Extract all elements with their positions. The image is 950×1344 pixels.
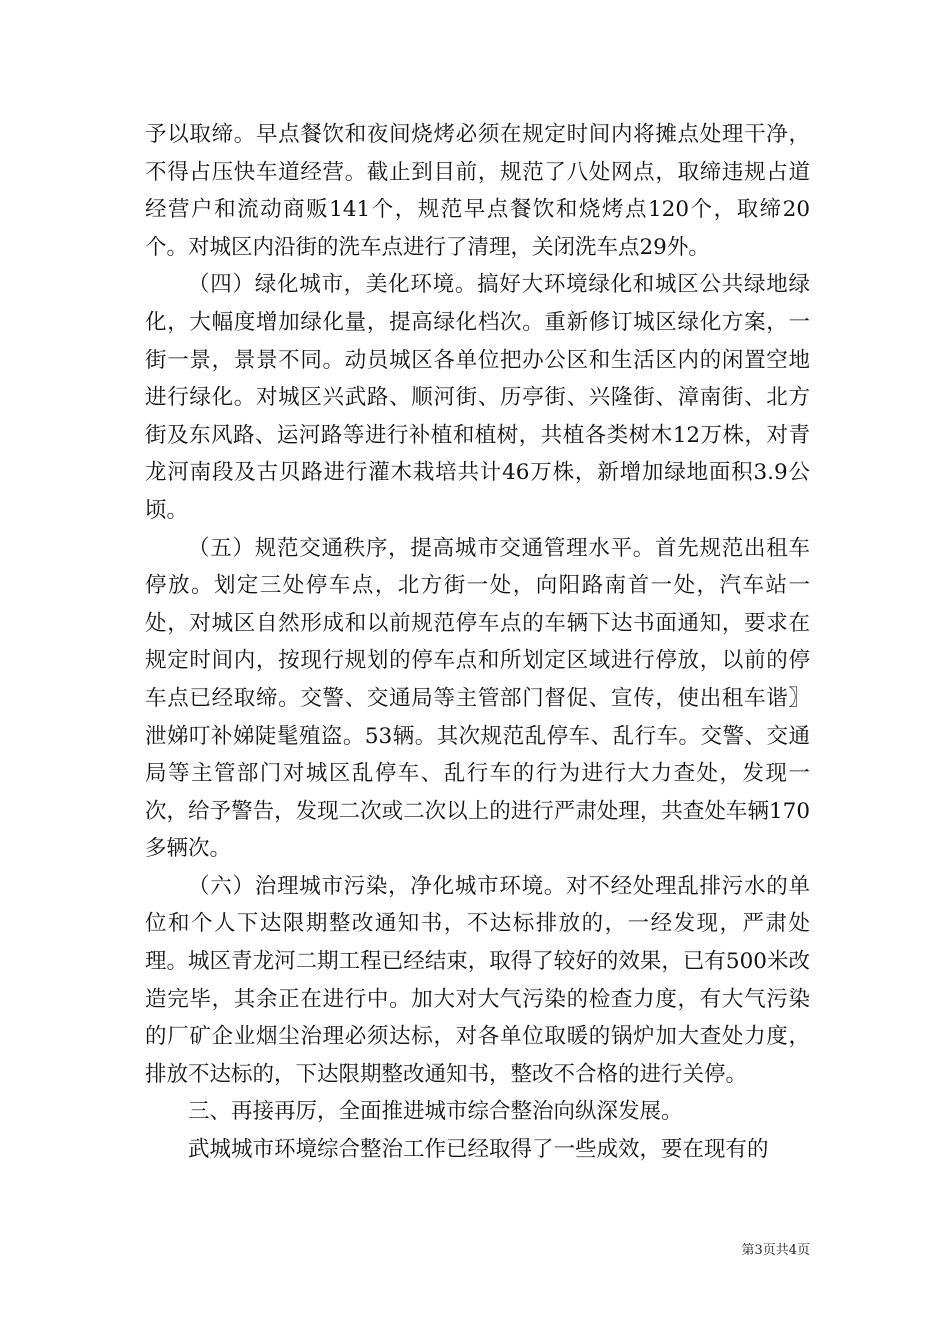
page-number: 第3页共4页 bbox=[741, 1243, 810, 1258]
paragraph-pollution: （六）治理城市污染，净化城市环境。对不经处理乱排污水的单位和个人下达限期整改通知书，不达标排放的，一经发现，严肃处理。城区青龙河二期工程已经结束，取得了较好的效果，已有500米改造完毕，其余正在进行中。加大对大气污染的检查力度，有大气污染的厂矿企业烟尘治理必须达标，对各单位取暖的锅炉加大查处力度，排放不达标的，下达限期整改通知书，整改不合格的进行关停。 bbox=[145, 873, 810, 1087]
document-body bbox=[145, 116, 810, 1169]
section-heading-three: 三、再接再厉，全面推进城市综合整治向纵深发展。 bbox=[188, 1099, 683, 1125]
paragraph-summary: 武城城市环境综合整治工作已经取得了一些成效，要在现有的 bbox=[188, 1137, 769, 1163]
paragraph-continuation: 予以取缔。早点餐饮和夜间烧烤必须在规定时间内将摊点处理干净，不得占压快车道经营。截止到目前，规范了八处网点，取缔违规占道经营户和流动商贩141个，规范早点餐饮和烧烤点120个，取缔20个。对城区内沿街的洗车点进行了清理，关闭洗车点29外。 bbox=[145, 122, 810, 260]
paragraph-greening: （四）绿化城市，美化环境。搞好大环境绿化和城区公共绿地绿化，大幅度增加绿化量，提高绿化档次。重新修订城区绿化方案，一街一景，景景不同。动员城区各单位把办公区和生活区内的闲置空地进行绿化。对城区兴武路、顺河街、历亭街、兴隆街、漳南街、北方街及东风路、运河路等进行补植和植树，共植各类树木12万株，对青龙河南段及古贝路进行灌木栽培共计46万株，新增加绿地面积3.9公顷。 bbox=[145, 272, 810, 523]
paragraph-traffic: （五）规范交通秩序，提高城市交通管理水平。首先规范出租车停放。划定三处停车点，北方街一处，向阳路南首一处，汽车站一处，对城区自然形成和以前规范停车点的车辆下达书面通知，要求在规定时间内，按现行规划的停车点和所划定区域进行停放，以前的停车点已经取缔。交警、交通局等主管部门督促、宣传，使出租车谐〗泄娣叮补娣陡髦殖盗。53辆。其次规范乱停车、乱行车。交警、交通局等主管部门对城区乱停车、乱行车的行为进行大力查处，发现一次，给予警告，发现二次或二次以上的进行严肃处理，共查处车辆170多辆次。 bbox=[145, 535, 810, 862]
